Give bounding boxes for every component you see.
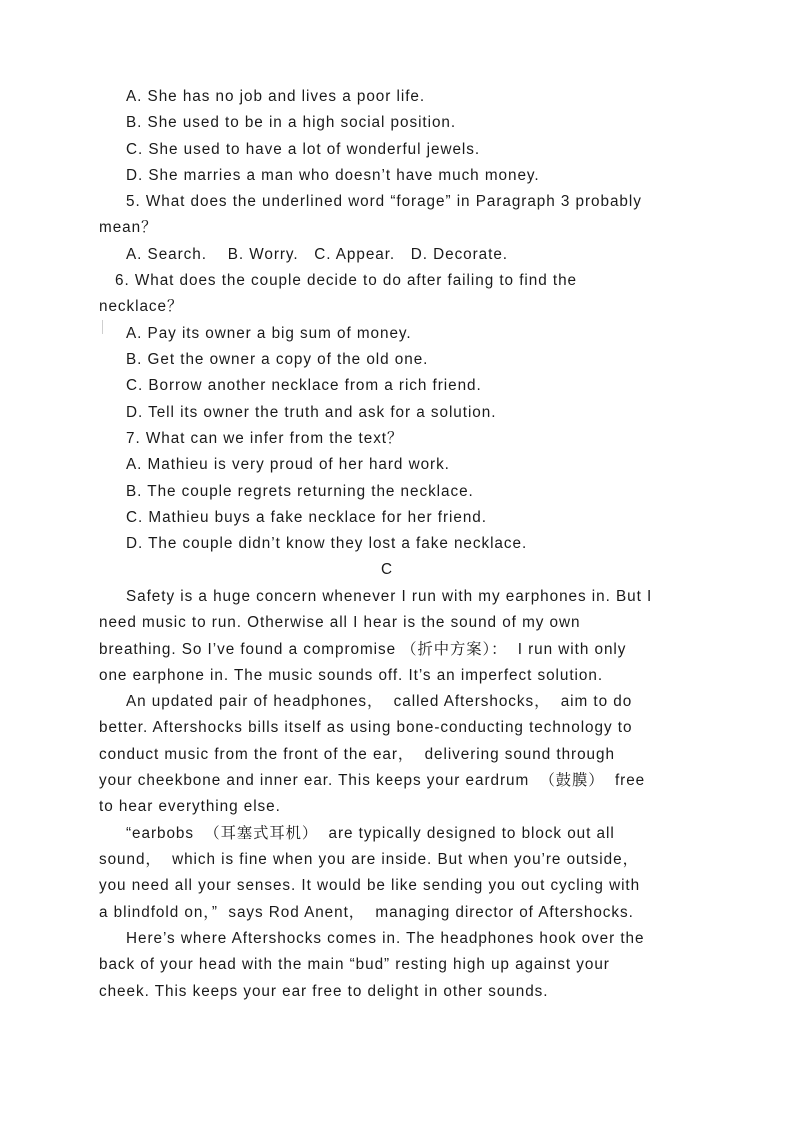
passage-line: Safety is a huge concern whenever I run with my earphones in. But I xyxy=(126,588,653,605)
q5-stem-line1: 5. What does the underlined word “forage” in Paragraph 3 probably xyxy=(126,193,642,210)
passage-line: you need all your senses. It would be like sending you out cycling with xyxy=(99,877,641,894)
q6-stem-line2: necklace？ xyxy=(99,298,184,315)
section-heading: C xyxy=(381,561,393,578)
passage-line: breathing. So I’ve found a compromise （折中方案）： I run with only xyxy=(99,641,627,658)
q4-option-a: A. She has no job and lives a poor life. xyxy=(126,88,426,105)
passage-line: a blindfold on，” says Rod Anent， managing director of Aftershocks. xyxy=(99,904,634,921)
q7-option-b: B. The couple regrets returning the necklace. xyxy=(126,483,474,500)
passage-line: An updated pair of headphones， called Aftershocks， aim to do xyxy=(126,693,633,710)
passage-line: one earphone in. The music sounds off. It’s an imperfect solution. xyxy=(99,667,604,684)
passage-line: conduct music from the front of the ear， delivering sound through xyxy=(99,746,615,763)
q4-option-c: C. She used to have a lot of wonderful jewels. xyxy=(126,141,481,158)
q5-options: A. Search. B. Worry. C. Appear. D. Decorate. xyxy=(126,246,508,263)
passage-line: better. Aftershocks bills itself as using bone-conducting technology to xyxy=(99,719,633,736)
q7-option-d: D. The couple didn’t know they lost a fake necklace. xyxy=(126,535,528,552)
q4-option-d: D. She marries a man who doesn’t have much money. xyxy=(126,167,540,184)
q4-option-b: B. She used to be in a high social position. xyxy=(126,114,457,131)
q7-option-c: C. Mathieu buys a fake necklace for her friend. xyxy=(126,509,487,526)
q6-option-b: B. Get the owner a copy of the old one. xyxy=(126,351,429,368)
margin-mark xyxy=(102,320,103,334)
q7-stem: 7. What can we infer from the text？ xyxy=(126,430,404,447)
q6-option-d: D. Tell its owner the truth and ask for a solution. xyxy=(126,404,497,421)
passage-line: sound， which is fine when you are inside. But when you’re outside， xyxy=(99,851,639,868)
passage-line: cheek. This keeps your ear free to delight in other sounds. xyxy=(99,983,549,1000)
passage-line: back of your head with the main “bud” resting high up against your xyxy=(99,956,610,973)
passage-line: Here’s where Aftershocks comes in. The headphones hook over the xyxy=(126,930,645,947)
passage-line: your cheekbone and inner ear. This keeps your eardrum （鼓膜） free xyxy=(99,772,646,789)
q6-option-a: A. Pay its owner a big sum of money. xyxy=(126,325,412,342)
passage-line: “earbobs （耳塞式耳机） are typically designed to block out all xyxy=(126,825,615,842)
q5-stem-line2: mean？ xyxy=(99,219,158,236)
q6-option-c: C. Borrow another necklace from a rich friend. xyxy=(126,377,482,394)
passage-line: need music to run. Otherwise all I hear is the sound of my own xyxy=(99,614,581,631)
passage-line: to hear everything else. xyxy=(99,798,281,815)
q7-option-a: A. Mathieu is very proud of her hard work. xyxy=(126,456,450,473)
q6-stem-line1: 6. What does the couple decide to do after failing to find the xyxy=(115,272,577,289)
